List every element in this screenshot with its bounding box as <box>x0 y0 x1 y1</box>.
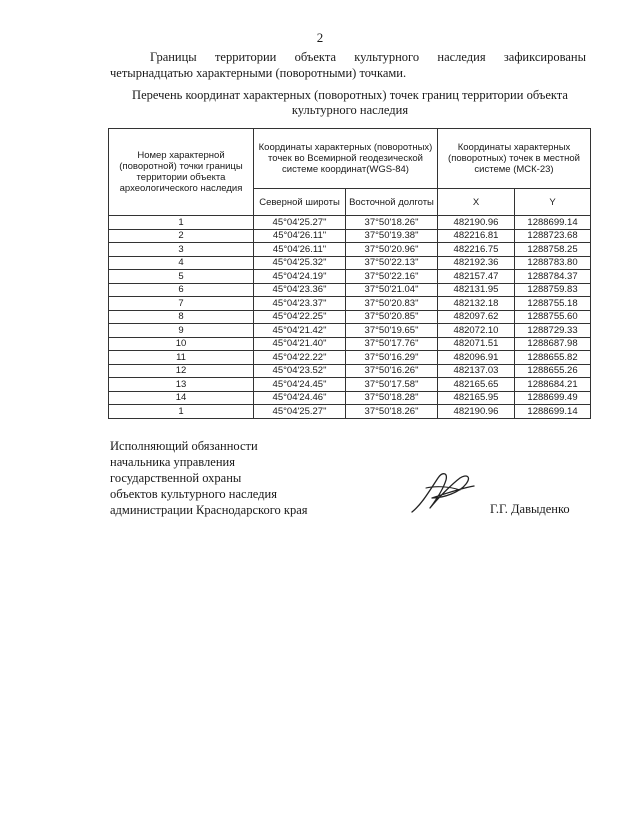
msk23-group-header: Координаты характерных (поворотных) точек в местной системе (МСК-23) <box>438 129 591 189</box>
position-line: государственной охраны <box>110 471 242 485</box>
y-coordinate-cell: 1288755.18 <box>515 297 591 311</box>
y-coordinate-cell: 1288699.14 <box>515 216 591 230</box>
point-number-cell: 14 <box>109 391 254 405</box>
point-number-cell: 9 <box>109 324 254 338</box>
point-number-cell: 4 <box>109 256 254 270</box>
longitude-cell: 37°50'17.58" <box>346 378 438 392</box>
handwritten-signature <box>408 468 478 518</box>
x-coordinate-cell: 482190.96 <box>438 216 515 230</box>
x-coordinate-cell: 482137.03 <box>438 364 515 378</box>
longitude-cell: 37°50'18.28" <box>346 391 438 405</box>
signatory-position <box>110 438 308 518</box>
x-coordinate-cell: 482165.95 <box>438 391 515 405</box>
latitude-cell: 45°04'21.42" <box>254 324 346 338</box>
latitude-cell: 45°04'22.25" <box>254 310 346 324</box>
table-row <box>109 256 591 270</box>
point-number-cell: 1 <box>109 405 254 419</box>
longitude-cell: 37°50'17.76" <box>346 337 438 351</box>
table-row <box>109 270 591 284</box>
y-coordinate-cell: 1288684.21 <box>515 378 591 392</box>
longitude-cell: 37°50'20.85" <box>346 310 438 324</box>
y-coordinate-cell: 1288655.26 <box>515 364 591 378</box>
longitude-cell: 37°50'22.13" <box>346 256 438 270</box>
x-coordinate-cell: 482072.10 <box>438 324 515 338</box>
table-row <box>109 297 591 311</box>
latitude-cell: 45°04'25.27" <box>254 405 346 419</box>
coordinates-list-heading: Перечень координат характерных (поворотных) точек границ территории объекта культурного наследия <box>132 88 568 117</box>
point-number-cell: 8 <box>109 310 254 324</box>
point-number-cell: 12 <box>109 364 254 378</box>
longitude-cell: 37°50'20.83" <box>346 297 438 311</box>
position-line: Исполняющий обязанности <box>110 439 258 453</box>
y-coordinate-cell: 1288699.14 <box>515 405 591 419</box>
point-number-cell: 2 <box>109 229 254 243</box>
x-coordinate-cell: 482157.47 <box>438 270 515 284</box>
latitude-cell: 45°04'23.36" <box>254 283 346 297</box>
latitude-cell: 45°04'21.40" <box>254 337 346 351</box>
latitude-cell: 45°04'23.37" <box>254 297 346 311</box>
latitude-cell: 45°04'25.32" <box>254 256 346 270</box>
x-coordinate-cell: 482216.81 <box>438 229 515 243</box>
table-row <box>109 324 591 338</box>
coordinates-table-body <box>109 216 591 419</box>
table-row <box>109 364 591 378</box>
longitude-cell: 37°50'16.26" <box>346 364 438 378</box>
table-row <box>109 243 591 257</box>
x-coordinate-cell: 482190.96 <box>438 405 515 419</box>
table-row <box>109 283 591 297</box>
table-row <box>109 378 591 392</box>
longitude-cell: 37°50'18.26" <box>346 216 438 230</box>
east-longitude-header: Восточной долготы <box>346 189 438 216</box>
y-coordinate-cell: 1288759.83 <box>515 283 591 297</box>
x-coordinate-cell: 482096.91 <box>438 351 515 365</box>
y-coordinate-cell: 1288784.37 <box>515 270 591 284</box>
wgs84-group-header: Координаты характерных (поворотных) точек во Всемирной геодезической системе координат(WGS-84) <box>254 129 438 189</box>
y-coordinate-cell: 1288655.82 <box>515 351 591 365</box>
x-header: X <box>438 189 515 216</box>
x-coordinate-cell: 482131.95 <box>438 283 515 297</box>
y-coordinate-cell: 1288755.60 <box>515 310 591 324</box>
y-coordinate-cell: 1288758.25 <box>515 243 591 257</box>
latitude-cell: 45°04'24.45" <box>254 378 346 392</box>
latitude-cell: 45°04'24.46" <box>254 391 346 405</box>
table-row <box>109 310 591 324</box>
latitude-cell: 45°04'24.19" <box>254 270 346 284</box>
longitude-cell: 37°50'22.16" <box>346 270 438 284</box>
position-line: объектов культурного наследия <box>110 487 277 501</box>
y-coordinate-cell: 1288699.49 <box>515 391 591 405</box>
longitude-cell: 37°50'18.26" <box>346 405 438 419</box>
point-number-cell: 13 <box>109 378 254 392</box>
table-row <box>109 391 591 405</box>
point-number-cell: 1 <box>109 216 254 230</box>
x-coordinate-cell: 482192.36 <box>438 256 515 270</box>
point-number-cell: 11 <box>109 351 254 365</box>
latitude-cell: 45°04'25.27" <box>254 216 346 230</box>
x-coordinate-cell: 482097.62 <box>438 310 515 324</box>
latitude-cell: 45°04'23.52" <box>254 364 346 378</box>
x-coordinate-cell: 482132.18 <box>438 297 515 311</box>
x-coordinate-cell: 482165.65 <box>438 378 515 392</box>
position-line: начальника управления <box>110 455 235 469</box>
y-coordinate-cell: 1288729.33 <box>515 324 591 338</box>
longitude-cell: 37°50'19.65" <box>346 324 438 338</box>
table-row <box>109 216 591 230</box>
page-number: 2 <box>316 30 324 45</box>
point-number-cell: 10 <box>109 337 254 351</box>
x-coordinate-cell: 482071.51 <box>438 337 515 351</box>
coordinates-table <box>108 128 591 419</box>
table-row <box>109 337 591 351</box>
point-number-cell: 6 <box>109 283 254 297</box>
y-coordinate-cell: 1288783.80 <box>515 256 591 270</box>
table-row <box>109 351 591 365</box>
point-number-cell: 5 <box>109 270 254 284</box>
y-coordinate-cell: 1288723.68 <box>515 229 591 243</box>
north-latitude-header: Северной широты <box>254 189 346 216</box>
latitude-cell: 45°04'26.11" <box>254 243 346 257</box>
latitude-cell: 45°04'22.22" <box>254 351 346 365</box>
position-line: администрации Краснодарского края <box>110 503 308 517</box>
point-number-header: Номер характерной (поворотной) точки границы территории объекта археологического наследия <box>109 129 254 216</box>
point-number-cell: 3 <box>109 243 254 257</box>
latitude-cell: 45°04'26.11" <box>254 229 346 243</box>
point-number-cell: 7 <box>109 297 254 311</box>
table-row <box>109 229 591 243</box>
signer-name: Г.Г. Давыденко <box>490 502 570 516</box>
y-coordinate-cell: 1288687.98 <box>515 337 591 351</box>
longitude-cell: 37°50'20.96" <box>346 243 438 257</box>
y-header: Y <box>515 189 591 216</box>
longitude-cell: 37°50'19.38" <box>346 229 438 243</box>
longitude-cell: 37°50'16.29" <box>346 351 438 365</box>
table-row <box>109 405 591 419</box>
x-coordinate-cell: 482216.75 <box>438 243 515 257</box>
intro-paragraph: Границы территории объекта культурного наследия зафиксированы четырнадцатью характерными (поворотными) точками. <box>110 50 586 80</box>
longitude-cell: 37°50'21.04" <box>346 283 438 297</box>
